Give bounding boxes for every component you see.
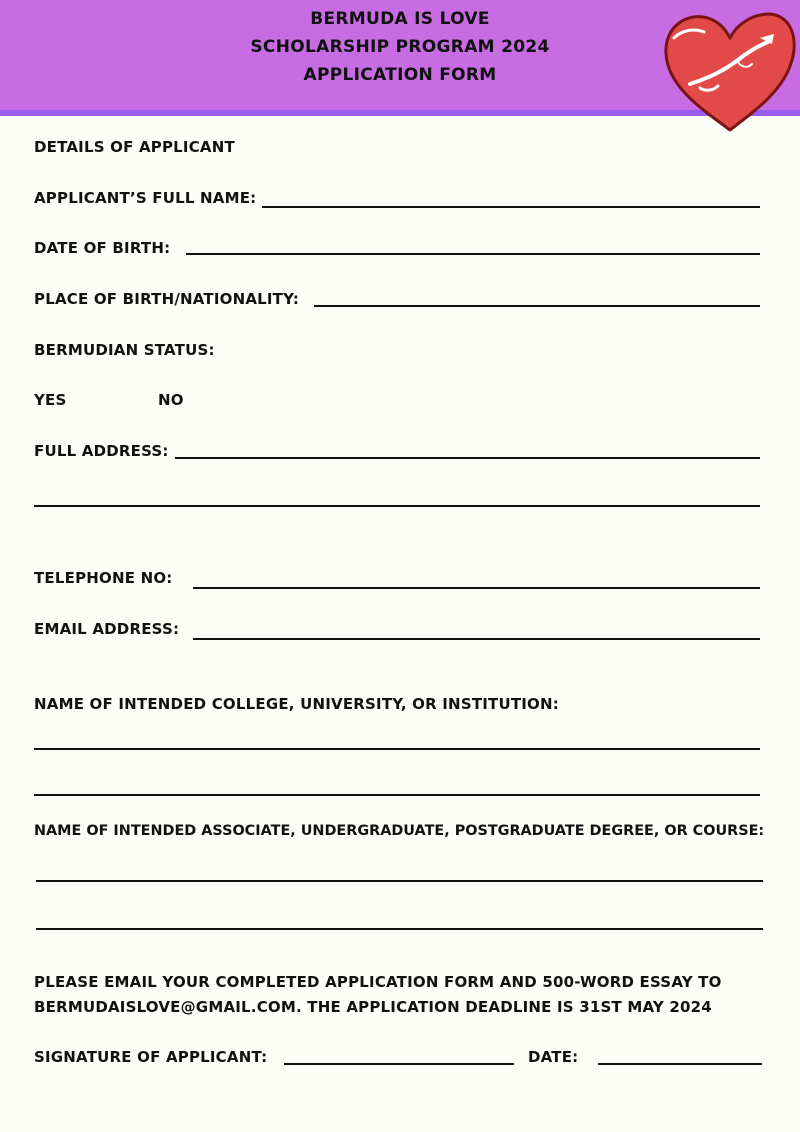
institution-field-line-1[interactable] — [34, 748, 760, 750]
place-of-birth-field[interactable] — [314, 305, 760, 307]
course-label: NAME OF INTENDED ASSOCIATE, UNDERGRADUATE, POSTGRADUATE DEGREE, OR COURSE: — [34, 823, 765, 839]
form-title-line-1: BERMUDA IS LOVE — [310, 9, 490, 29]
address-label: FULL ADDRESS: — [34, 442, 169, 460]
form-title-line-3: APPLICATION FORM — [303, 65, 497, 85]
email-label: EMAIL ADDRESS: — [34, 620, 180, 638]
course-field-line-2[interactable] — [36, 928, 763, 930]
full-name-label: APPLICANT’S FULL NAME: — [34, 189, 257, 207]
date-field[interactable] — [598, 1063, 762, 1065]
place-of-birth-label: PLACE OF BIRTH/NATIONALITY: — [34, 290, 300, 308]
instructions — [34, 970, 774, 1020]
course-field-line-1[interactable] — [36, 880, 763, 882]
dob-label: DATE OF BIRTH: — [34, 239, 171, 257]
form-title-line-2: SCHOLARSHIP PROGRAM 2024 — [250, 37, 550, 57]
institution-field-line-2[interactable] — [34, 794, 760, 796]
full-name-field[interactable] — [262, 206, 760, 208]
status-no-option[interactable]: NO — [158, 391, 184, 409]
email-field[interactable] — [193, 638, 760, 640]
address-field-line-2[interactable] — [34, 505, 760, 507]
instructions-line-2: BERMUDAISLOVE@GMAIL.COM. THE APPLICATION DEADLINE IS 31ST MAY 2024 — [34, 998, 712, 1016]
institution-label: NAME OF INTENDED COLLEGE, UNIVERSITY, OR INSTITUTION: — [34, 695, 559, 713]
status-yes-option[interactable]: YES — [34, 391, 67, 409]
bermudian-status-label: BERMUDIAN STATUS: — [34, 341, 215, 359]
section-title: DETAILS OF APPLICANT — [34, 138, 235, 156]
telephone-label: TELEPHONE NO: — [34, 569, 173, 587]
address-field-line-1[interactable] — [175, 457, 760, 459]
signature-field[interactable] — [284, 1063, 514, 1065]
dob-field[interactable] — [186, 253, 760, 255]
telephone-field[interactable] — [193, 587, 760, 589]
instructions-line-1: PLEASE EMAIL YOUR COMPLETED APPLICATION FORM AND 500-WORD ESSAY TO — [34, 973, 722, 991]
date-label: DATE: — [528, 1048, 579, 1066]
signature-label: SIGNATURE OF APPLICANT: — [34, 1048, 268, 1066]
heart-with-bermuda-map-icon — [660, 8, 800, 138]
